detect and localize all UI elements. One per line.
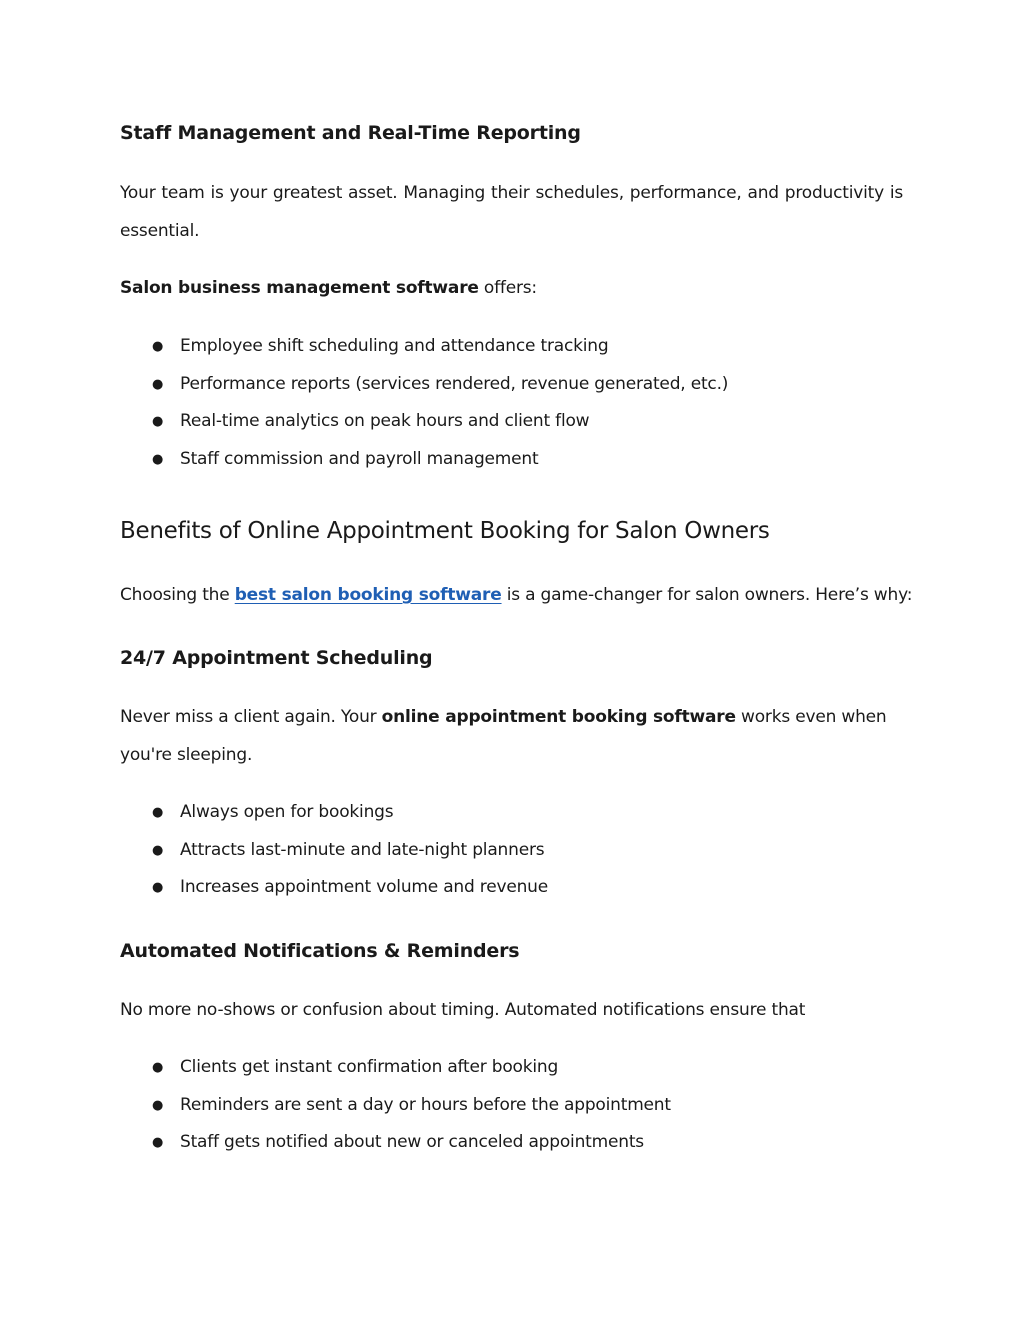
- paragraph-staff-intro: Your team is your greatest asset. Managing their schedules, performance, and productivity is essential.: [120, 183, 903, 241]
- offers-text: offers:: [478, 278, 537, 298]
- bold-software-name: Salon business management software: [120, 278, 479, 298]
- list-item-text: Real-time analytics on peak hours and client flow: [180, 411, 590, 431]
- bullet-icon: ●: [152, 451, 164, 467]
- bullet-icon: ●: [152, 805, 164, 820]
- best-salon-booking-software-link[interactable]: best salon booking software: [234, 585, 502, 605]
- intro-before-text: Choosing the: [120, 585, 235, 605]
- bullet-icon: ●: [152, 414, 164, 429]
- bold-online-booking-software: online appointment booking software: [381, 707, 736, 727]
- para-before-text: Never miss a client again. Your: [120, 707, 382, 727]
- list-item-text: Attracts last-minute and late-night planners: [180, 839, 545, 860]
- heading-24-7-scheduling: 24/7 Appointment Scheduling: [120, 647, 433, 669]
- paragraph-benefits-intro: [120, 577, 913, 615]
- list-item-text: Staff commission and payroll management: [180, 448, 539, 469]
- heading-staff-management: Staff Management and Real-Time Reporting: [120, 122, 581, 144]
- list-item-text: Reminders are sent a day or hours before the appointment: [180, 1094, 671, 1115]
- bullet-icon: ●: [152, 1060, 164, 1075]
- list-item-text: Increases appointment volume and revenue: [180, 877, 549, 897]
- list-item-text: Employee shift scheduling and attendance tracking: [180, 336, 609, 356]
- bullet-icon: ●: [152, 339, 164, 354]
- bullet-icon: ●: [152, 842, 164, 858]
- paragraph-24-7: [120, 699, 903, 774]
- bullet-icon: ●: [152, 880, 164, 895]
- bullet-icon: ●: [152, 1097, 164, 1113]
- heading-benefits: Benefits of Online Appointment Booking for Salon Owners: [120, 518, 770, 544]
- list-item-text: Clients get instant confirmation after booking: [180, 1057, 559, 1077]
- paragraph-staff-offers: [120, 270, 903, 308]
- heading-automated-notifications: Automated Notifications & Reminders: [120, 940, 520, 962]
- bullet-icon: ●: [152, 1135, 164, 1150]
- paragraph-notifications: No more no-shows or confusion about timing. Automated notifications ensure that: [120, 1000, 806, 1020]
- list-item-text: Always open for bookings: [180, 802, 394, 822]
- list-item-text: Staff gets notified about new or canceled appointments: [180, 1132, 644, 1152]
- intro-after-text: is a game-changer for salon owners. Here’s why:: [501, 585, 913, 605]
- para-after-text: works even when you're sleeping.: [120, 707, 887, 765]
- bullet-icon: ●: [152, 376, 164, 392]
- list-item-text: Performance reports (services rendered, revenue generated, etc.): [180, 373, 729, 394]
